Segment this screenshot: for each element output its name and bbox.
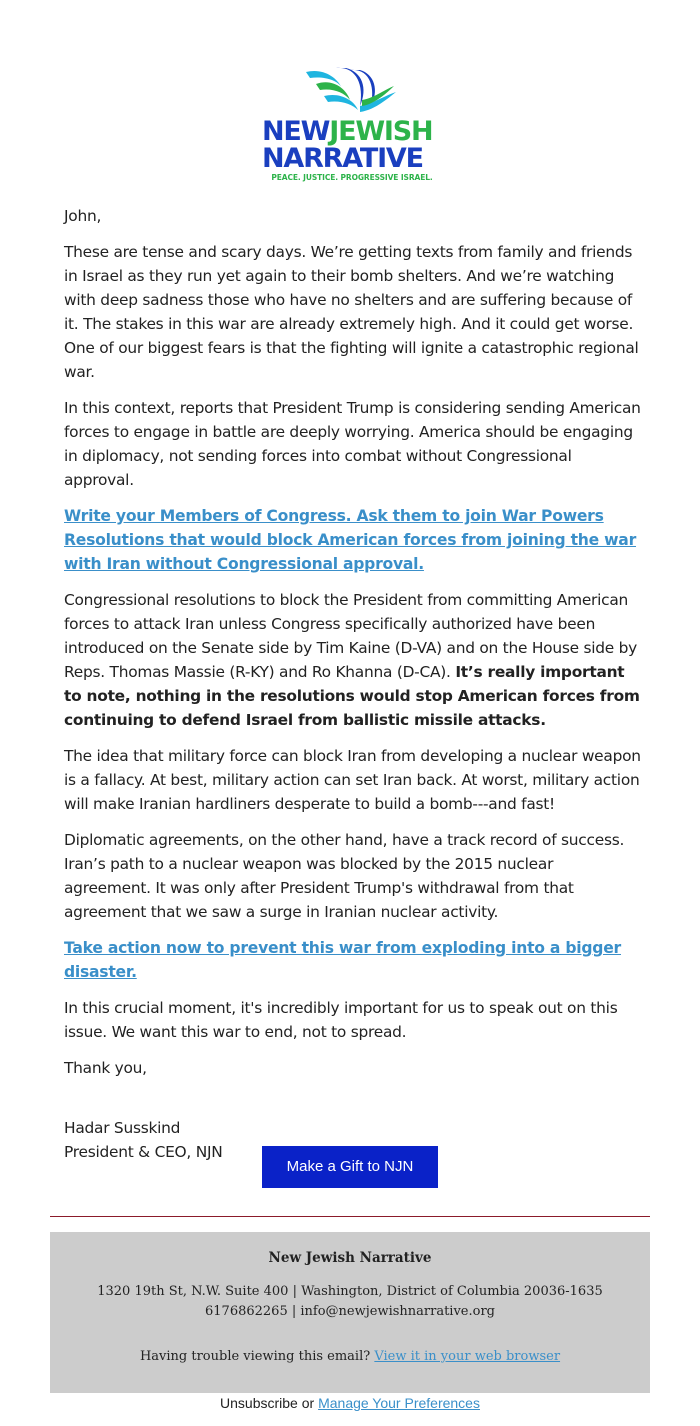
njn-logo <box>262 66 442 184</box>
paragraph-3 <box>64 588 644 732</box>
unsubscribe-text: Unsubscribe or <box>220 1395 315 1411</box>
closing: Thank you, <box>64 1059 147 1077</box>
paragraph-1: These are tense and scary days. We’re getting texts from family and friends in Israel as they run yet again to their bomb shelters. And we’re watching with deep sadness those who have no shelters and are suffering because of it. The stakes in this war are already extremely high. And it could get worse. One of our biggest fears is that the fighting will ignite a catastrophic regional war. <box>64 243 639 381</box>
paragraph-3-bold: It’s really important to note, nothing in the resolutions would stop American forces from continuing to defend Israel from ballistic missile attacks. <box>64 663 640 729</box>
write-congress-link[interactable]: Write your Members of Congress. Ask them to join War Powers Resolutions that would block American forces from joining the war with Iran without Congressional approval. <box>64 507 637 573</box>
unsubscribe-block <box>50 1395 650 1411</box>
footer-divider <box>50 1216 650 1217</box>
manage-preferences-link[interactable]: Manage Your Preferences <box>318 1395 480 1411</box>
logo-tagline: PEACE. JUSTICE. PROGRESSIVE ISRAEL. <box>271 173 433 182</box>
footer-contact: 6176862265 | info@newjewishnarrative.org <box>205 1304 495 1319</box>
logo-wordmark-line2: NARRATIVE <box>262 143 423 174</box>
footer <box>50 1232 650 1393</box>
signer-title: President & CEO, NJN <box>64 1143 223 1161</box>
paragraph-5: Diplomatic agreements, on the other hand, have a track record of success. Iran’s path to a nuclear weapon was blocked by the 2015 nuclear agreement. It was only after President Trump's withdrawal from that agreement that we saw a surge in Iranian nuclear activity. <box>64 831 625 921</box>
paragraph-2: In this context, reports that President Trump is considering sending American forces to engage in battle are deeply worrying. America should be engaging in diplomacy, not sending forces into combat without Congressional approval. <box>64 399 641 489</box>
letter-body <box>64 204 644 1164</box>
paragraph-3-text: Congressional resolutions to block the President from committing American forces to attack Iran unless Congress specifically authorized have been introduced on the Senate side by Tim Kaine (D-VA) and on the House side by Reps. Thomas Massie (R-KY) and Ro Khanna (D-CA). <box>64 591 638 681</box>
greeting: John, <box>64 207 102 225</box>
paragraph-6: In this crucial moment, it's incredibly important for us to speak out on this issue. We want this war to end, not to spread. <box>64 999 618 1041</box>
paragraph-4: The idea that military force can block Iran from developing a nuclear weapon is a fallacy. At best, military action can set Iran back. At worst, military action will make Iranian hardliners desperate to build a bomb---and fast! <box>64 747 641 813</box>
make-gift-button[interactable]: Make a Gift to NJN <box>262 1146 438 1188</box>
footer-trouble <box>50 1349 650 1364</box>
view-in-browser-link[interactable]: View it in your web browser <box>374 1349 561 1364</box>
footer-org-name: New Jewish Narrative <box>268 1250 432 1266</box>
logo-wordmark-line1: NEWJEWISH <box>262 116 433 147</box>
take-action-link[interactable]: Take action now to prevent this war from exploding into a bigger disaster. <box>64 939 621 981</box>
footer-address: 1320 19th St, N.W. Suite 400 | Washington, District of Columbia 20036-1635 <box>97 1284 603 1299</box>
dove-logo-icon <box>302 66 398 116</box>
footer-address-block <box>50 1282 650 1322</box>
cta-paragraph-1 <box>64 504 644 576</box>
signer-name: Hadar Susskind <box>64 1119 181 1137</box>
trouble-text: Having trouble viewing this email? <box>139 1349 371 1364</box>
cta-paragraph-2 <box>64 936 644 984</box>
